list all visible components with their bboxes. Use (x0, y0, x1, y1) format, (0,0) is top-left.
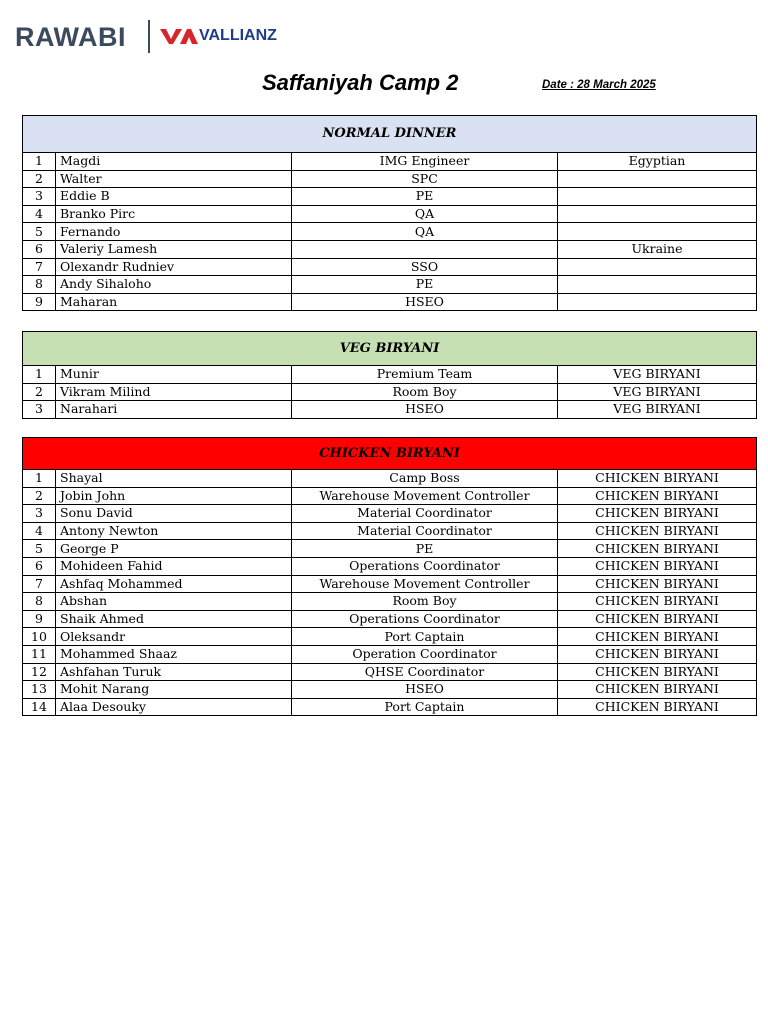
row-number: 13 (23, 681, 56, 699)
person-name: Ashfaq Mohammed (56, 575, 292, 593)
meal-note: CHICKEN BIRYANI (558, 698, 757, 716)
person-role: PE (292, 276, 558, 294)
row-number: 4 (23, 522, 56, 540)
table-row (23, 170, 757, 188)
table-row (23, 645, 757, 663)
table-row (23, 188, 757, 206)
row-number: 12 (23, 663, 56, 681)
person-role: Room Boy (292, 383, 558, 401)
person-name: Antony Newton (56, 522, 292, 540)
person-name: Shaik Ahmed (56, 610, 292, 628)
meal-note: CHICKEN BIRYANI (558, 522, 757, 540)
person-role: HSEO (292, 293, 558, 311)
veg-biryani-table (22, 331, 757, 419)
person-name: Vikram Milind (56, 383, 292, 401)
person-role: Port Captain (292, 628, 558, 646)
person-name: Valeriy Lamesh (56, 240, 292, 258)
table-row (23, 505, 757, 523)
person-name: Jobin John (56, 487, 292, 505)
person-role: Material Coordinator (292, 522, 558, 540)
person-name: Andy Sihaloho (56, 276, 292, 294)
meal-note (558, 293, 757, 311)
person-role: HSEO (292, 681, 558, 699)
person-name: Eddie B (56, 188, 292, 206)
table-row (23, 470, 757, 488)
row-number: 6 (23, 240, 56, 258)
meal-note: VEG BIRYANI (558, 366, 757, 384)
person-name: Shayal (56, 470, 292, 488)
row-number: 10 (23, 628, 56, 646)
row-number: 2 (23, 383, 56, 401)
page-title: Saffaniyah Camp 2 (262, 70, 459, 95)
person-role: Warehouse Movement Controller (292, 487, 558, 505)
person-role: SSO (292, 258, 558, 276)
person-name: Narahari (56, 401, 292, 419)
row-number: 5 (23, 223, 56, 241)
row-number: 1 (23, 366, 56, 384)
row-number: 6 (23, 557, 56, 575)
meal-note (558, 223, 757, 241)
person-name: Sonu David (56, 505, 292, 523)
person-role: Port Captain (292, 698, 558, 716)
table-row (23, 663, 757, 681)
row-number: 7 (23, 575, 56, 593)
person-name: George P (56, 540, 292, 558)
meal-note: CHICKEN BIRYANI (558, 663, 757, 681)
section-header (23, 438, 757, 470)
table-row (23, 401, 757, 419)
meal-note (558, 258, 757, 276)
person-name: Mohit Narang (56, 681, 292, 699)
person-role: Material Coordinator (292, 505, 558, 523)
table-row (23, 487, 757, 505)
person-role: Operation Coordinator (292, 645, 558, 663)
table-row (23, 628, 757, 646)
table-row (23, 610, 757, 628)
section-header (23, 332, 757, 366)
row-number: 5 (23, 540, 56, 558)
table-row (23, 366, 757, 384)
meal-note: CHICKEN BIRYANI (558, 540, 757, 558)
table-row (23, 575, 757, 593)
person-role: QA (292, 223, 558, 241)
table-row (23, 205, 757, 223)
meal-note: CHICKEN BIRYANI (558, 557, 757, 575)
table-row (23, 593, 757, 611)
meal-note (558, 205, 757, 223)
row-number: 2 (23, 170, 56, 188)
person-role: QHSE Coordinator (292, 663, 558, 681)
row-number: 1 (23, 153, 56, 171)
row-number: 2 (23, 487, 56, 505)
row-number: 14 (23, 698, 56, 716)
person-name: Maharan (56, 293, 292, 311)
row-number: 7 (23, 258, 56, 276)
person-name: Ashfahan Turuk (56, 663, 292, 681)
meal-note: CHICKEN BIRYANI (558, 593, 757, 611)
person-role: Warehouse Movement Controller (292, 575, 558, 593)
row-number: 9 (23, 293, 56, 311)
row-number: 9 (23, 610, 56, 628)
person-name: Munir (56, 366, 292, 384)
person-role: Room Boy (292, 593, 558, 611)
normal-dinner-table (22, 115, 757, 311)
row-number: 8 (23, 276, 56, 294)
vallianz-mark-icon (158, 27, 198, 45)
person-role: SPC (292, 170, 558, 188)
person-role: PE (292, 540, 558, 558)
person-role: Operations Coordinator (292, 610, 558, 628)
meal-note (558, 170, 757, 188)
person-role: Camp Boss (292, 470, 558, 488)
meal-note (558, 276, 757, 294)
meal-note: CHICKEN BIRYANI (558, 610, 757, 628)
table-row (23, 223, 757, 241)
table-row (23, 258, 757, 276)
section-heading: NORMAL DINNER (23, 116, 757, 153)
chicken-biryani-table (22, 437, 757, 716)
meal-note: CHICKEN BIRYANI (558, 487, 757, 505)
meal-note: Egyptian (558, 153, 757, 171)
table-row (23, 557, 757, 575)
table-row (23, 293, 757, 311)
rawabi-logo: RAWABI (15, 22, 126, 52)
meal-note: CHICKEN BIRYANI (558, 681, 757, 699)
person-role: Premium Team (292, 366, 558, 384)
table-row (23, 276, 757, 294)
logo-divider (148, 20, 150, 53)
table-row (23, 540, 757, 558)
person-name: Abshan (56, 593, 292, 611)
row-number: 8 (23, 593, 56, 611)
meal-note: CHICKEN BIRYANI (558, 628, 757, 646)
table-row (23, 153, 757, 171)
person-role (292, 240, 558, 258)
person-name: Branko Pirc (56, 205, 292, 223)
person-name: Mohideen Fahid (56, 557, 292, 575)
vallianz-logo: VALLIANZ (199, 27, 277, 44)
person-role: Operations Coordinator (292, 557, 558, 575)
person-name: Magdi (56, 153, 292, 171)
section-heading: CHICKEN BIRYANI (23, 438, 757, 470)
meal-note: CHICKEN BIRYANI (558, 575, 757, 593)
table-row (23, 681, 757, 699)
meal-note: VEG BIRYANI (558, 401, 757, 419)
row-number: 1 (23, 470, 56, 488)
person-name: Mohammed Shaaz (56, 645, 292, 663)
person-role: HSEO (292, 401, 558, 419)
person-name: Oleksandr (56, 628, 292, 646)
meal-note: CHICKEN BIRYANI (558, 505, 757, 523)
table-row (23, 522, 757, 540)
section-header (23, 116, 757, 153)
person-role: IMG Engineer (292, 153, 558, 171)
person-role: QA (292, 205, 558, 223)
meal-note: Ukraine (558, 240, 757, 258)
meal-note: CHICKEN BIRYANI (558, 470, 757, 488)
row-number: 11 (23, 645, 56, 663)
person-name: Fernando (56, 223, 292, 241)
person-name: Olexandr Rudniev (56, 258, 292, 276)
meal-note: CHICKEN BIRYANI (558, 645, 757, 663)
report-date: Date : 28 March 2025 (542, 79, 656, 91)
person-name: Walter (56, 170, 292, 188)
meal-note (558, 188, 757, 206)
table-row (23, 240, 757, 258)
row-number: 3 (23, 188, 56, 206)
row-number: 3 (23, 401, 56, 419)
table-row (23, 383, 757, 401)
table-row (23, 698, 757, 716)
meal-note: VEG BIRYANI (558, 383, 757, 401)
person-name: Alaa Desouky (56, 698, 292, 716)
section-heading: VEG BIRYANI (23, 332, 757, 366)
row-number: 3 (23, 505, 56, 523)
row-number: 4 (23, 205, 56, 223)
person-role: PE (292, 188, 558, 206)
